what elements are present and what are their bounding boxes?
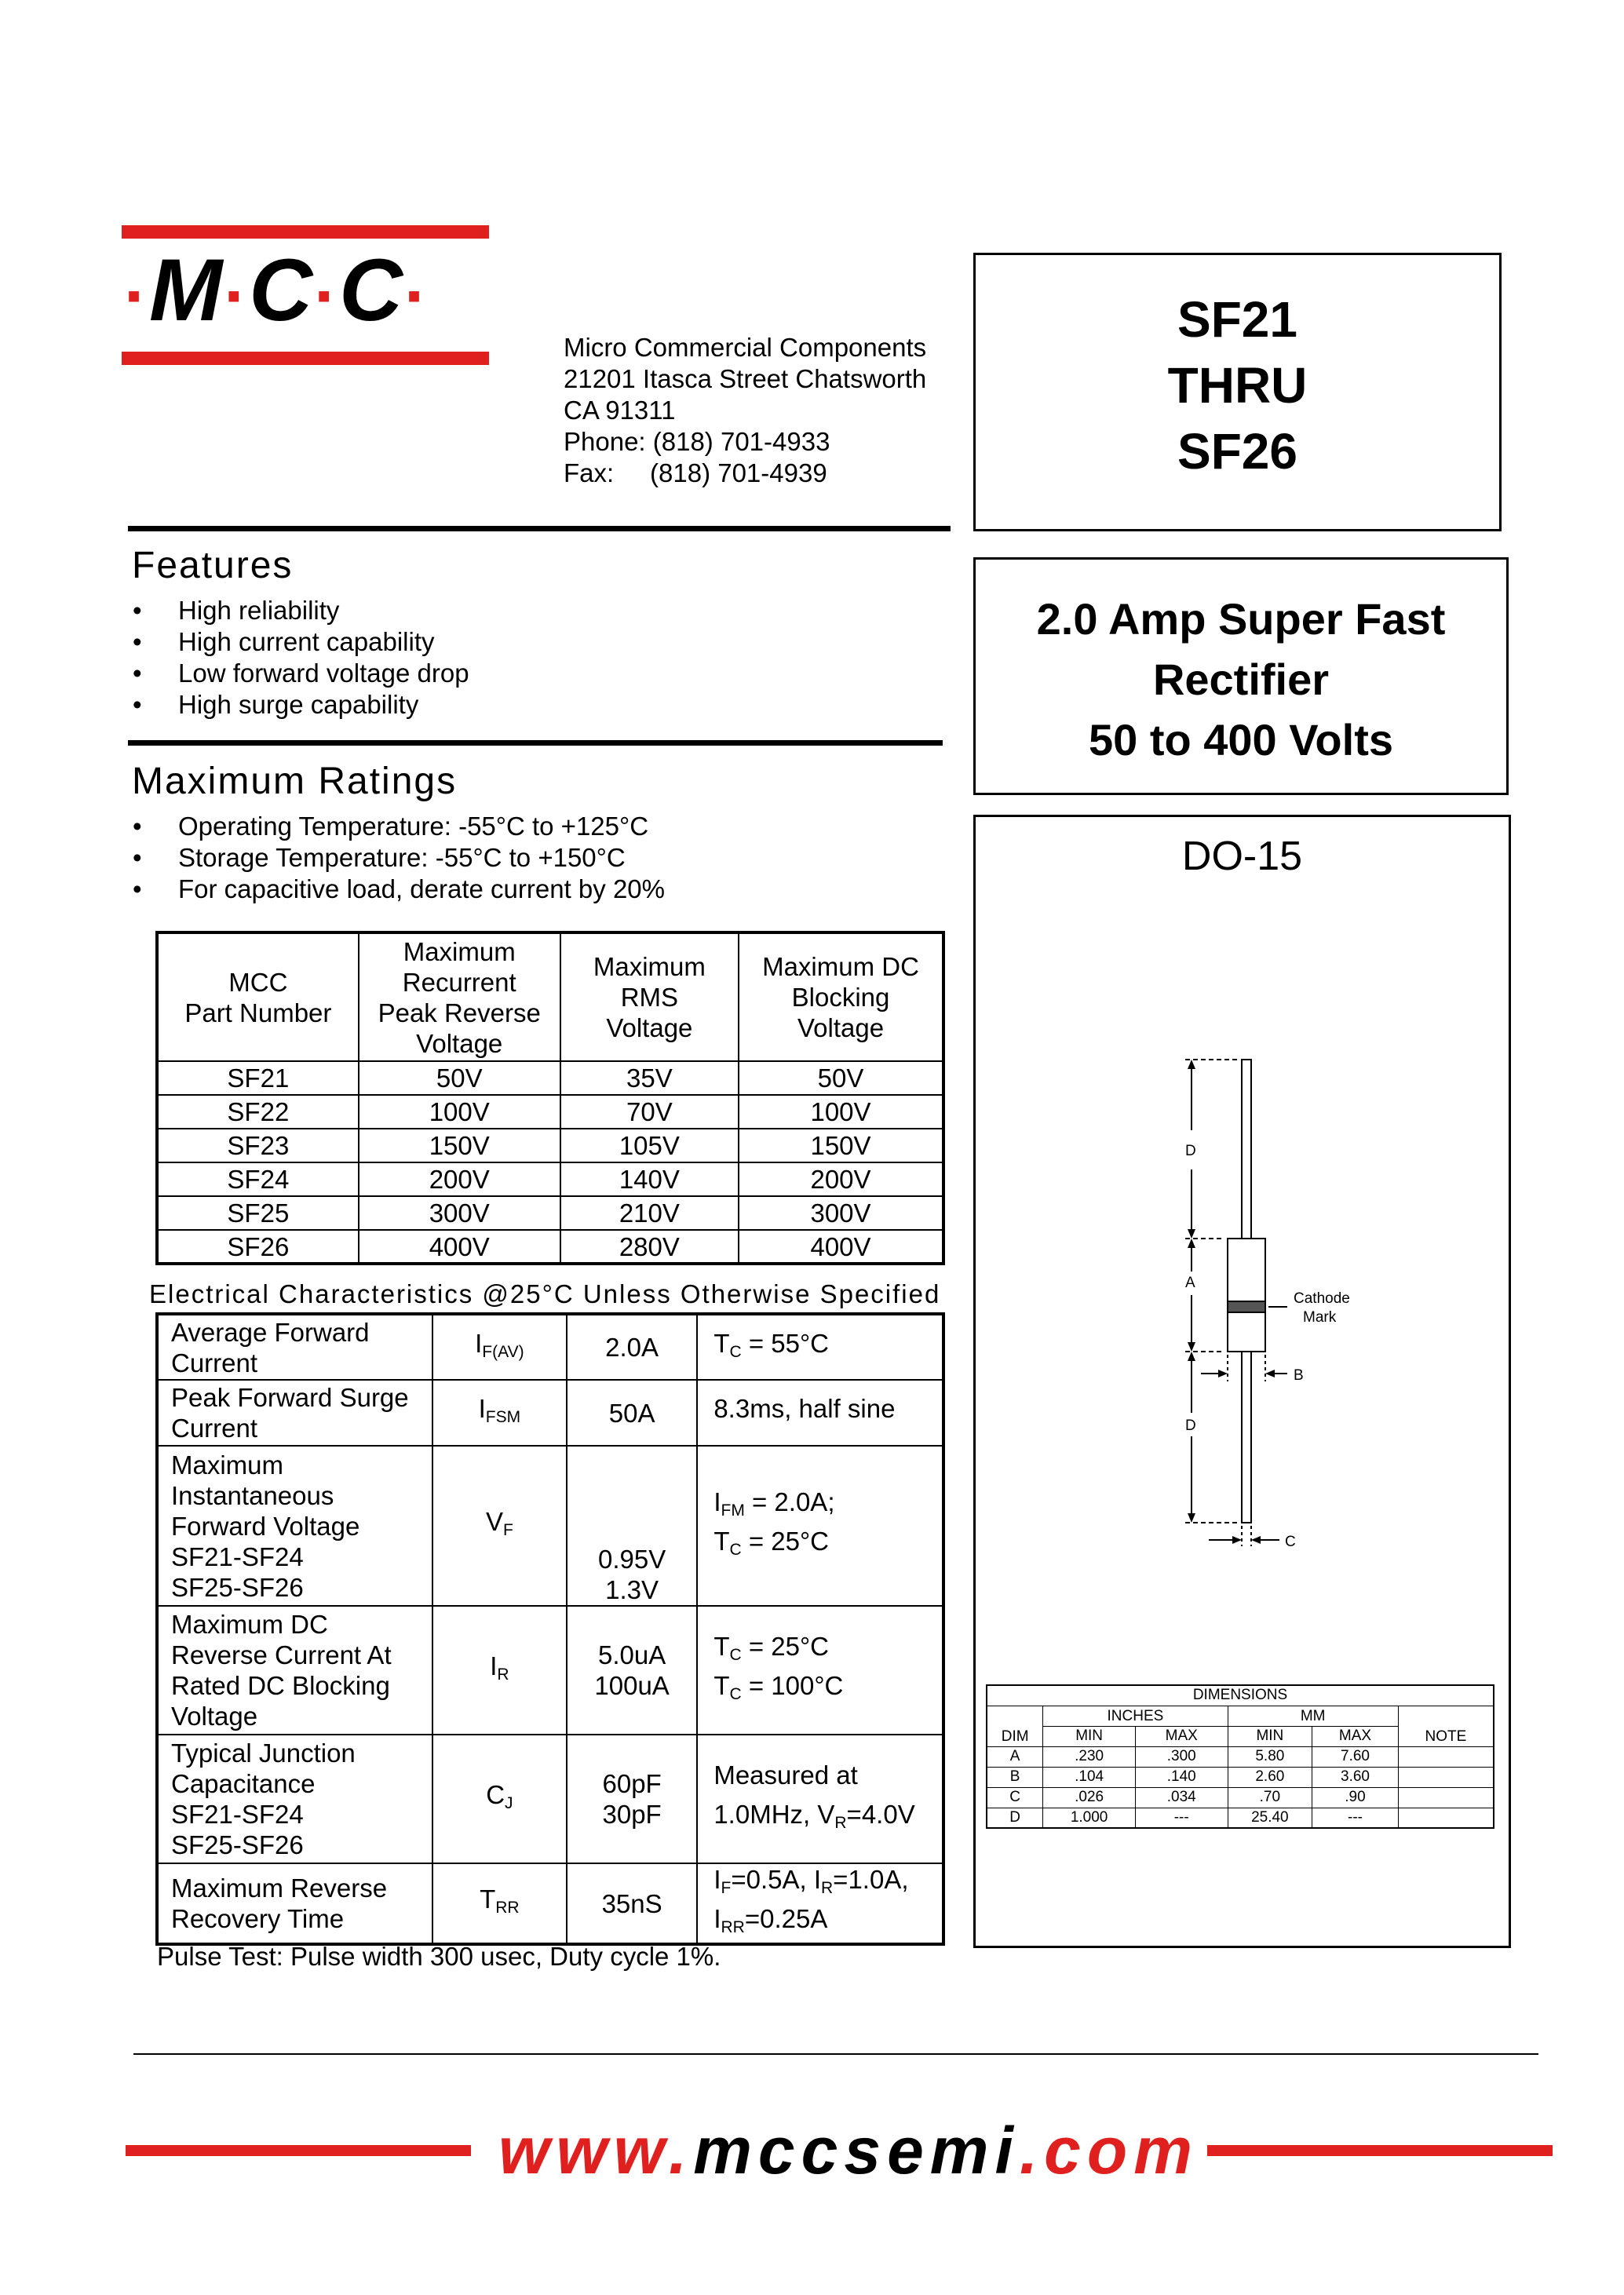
value-cell: 50A [567, 1380, 697, 1446]
table-row: SF24 200V 140V 200V [157, 1162, 943, 1196]
dim-label-d-top: D [1185, 1143, 1196, 1159]
max-ratings-heading: Maximum Ratings [132, 761, 458, 802]
condition-cell: $I_{FM} = 2.0A$; $T_C = 25^\circ C$ [697, 1446, 943, 1606]
address-line: Micro Commercial Components [564, 333, 927, 362]
company-address [564, 332, 926, 489]
description-line: Rectifier [1152, 655, 1330, 704]
footer-rule [133, 2053, 1538, 2055]
table-row [157, 1863, 943, 1944]
address-line: Phone: (818) 701-4933 [564, 427, 830, 456]
symbol-cell: $I_R$ [432, 1606, 567, 1735]
condition-cell: 8.3ms, half sine [697, 1380, 943, 1446]
logo-bottom-bar [122, 352, 489, 365]
table-header-cell: Maximum RMS Voltage [560, 932, 739, 1061]
mcc-logo: ·M·C·C· [124, 241, 430, 339]
electrical-heading: Electrical Characteristics @25°C Unless Otherwise Specified [149, 1279, 941, 1308]
list-item: • Storage Temperature: -55°C to +150°C [128, 842, 665, 874]
table-header-cell: Maximum Recurrent Peak Reverse Voltage [359, 932, 560, 1061]
electrical-table [155, 1312, 945, 1946]
cathode-label: Cathode [1294, 1290, 1350, 1307]
description-line: 2.0 Amp Super Fast [1036, 594, 1446, 644]
dim-label-d-bottom: D [1185, 1418, 1196, 1434]
dim-label-c: C [1285, 1534, 1296, 1550]
ratings-table [155, 931, 945, 1265]
website-link[interactable]: www.mccsemi.com [498, 2114, 1199, 2187]
pulse-test-note: Pulse Test: Pulse width 300 usec, Duty cycle 1%. [157, 1942, 721, 1971]
address-line: Fax: (818) 701-4939 [564, 458, 827, 487]
list-item: • For capacitive load, derate current by 20% [128, 874, 665, 905]
table-row: A .230 .300 5.80 7.60 [987, 1746, 1494, 1767]
table-row [157, 1606, 943, 1735]
dim-label-a: A [1185, 1275, 1195, 1291]
upper-lead [1242, 1060, 1251, 1239]
table-row [157, 1314, 943, 1380]
section-rule [128, 740, 943, 746]
parameter-cell: Average Forward Current [157, 1314, 432, 1380]
part-title-line: SF21 [1177, 291, 1297, 348]
parameter-cell: Typical Junction Capacitance SF21-SF24 SF25-SF26 [157, 1735, 432, 1863]
symbol-cell: $I_{F(AV)}$ [432, 1314, 567, 1380]
section-rule [128, 526, 951, 531]
value-cell: 5.0uA 100uA [567, 1606, 697, 1735]
value-cell: 35nS [567, 1863, 697, 1944]
list-item: • High reliability [128, 595, 469, 626]
description-line: 50 to 400 Volts [1088, 715, 1393, 764]
parameter-cell: Maximum DC Reverse Current At Rated DC Blocking Voltage [157, 1606, 432, 1735]
dim-label-b: B [1294, 1367, 1304, 1384]
part-title-line: THRU [1167, 357, 1308, 414]
logo-top-bar [122, 225, 489, 239]
footer-right-bar [1207, 2145, 1553, 2156]
cathode-label: Mark [1303, 1309, 1337, 1326]
table-row: C .026 .034 .70 .90 [987, 1787, 1494, 1808]
part-title-box [973, 253, 1502, 531]
dimensions-table: DIMENSIONS DIM INCHES MM NOTE MIN MAX MIN MAX A .230 .300 5.80 7.60 B .104 .140 2.60 3.60 C .026 .034 .70 .90 D 1.000 --- 25.40 --- [986, 1684, 1494, 1829]
table-header-cell: Maximum DC Blocking Voltage [739, 932, 943, 1061]
footer-left-bar [126, 2145, 471, 2156]
table-row [157, 1380, 943, 1446]
symbol-cell: $I_{FSM}$ [432, 1380, 567, 1446]
table-row: SF25 300V 210V 300V [157, 1196, 943, 1230]
cathode-band [1228, 1301, 1265, 1312]
value-cell: 60pF 30pF [567, 1735, 697, 1863]
list-item: • Low forward voltage drop [128, 658, 469, 689]
list-item: • High current capability [128, 626, 469, 658]
symbol-cell: $T_{RR}$ [432, 1863, 567, 1944]
table-row: SF21 50V 35V 50V [157, 1061, 943, 1095]
table-row: D 1.000 --- 25.40 --- [987, 1808, 1494, 1828]
table-row [157, 1735, 943, 1863]
table-row: SF22 100V 70V 100V [157, 1095, 943, 1129]
table-row: SF26 400V 280V 400V [157, 1230, 943, 1264]
table-row: B .104 .140 2.60 3.60 [987, 1767, 1494, 1787]
table-row: SF23 150V 105V 150V [157, 1129, 943, 1162]
dimensions-title: DIMENSIONS [987, 1685, 1494, 1706]
symbol-cell: $C_J$ [432, 1735, 567, 1863]
parameter-cell: Maximum Reverse Recovery Time [157, 1863, 432, 1944]
diode-body [1228, 1239, 1265, 1352]
description-box [973, 557, 1509, 795]
package-name: DO-15 [1181, 834, 1303, 879]
condition-cell: $T_C = 25^\circ C$ $T_C = 100^\circ C$ [697, 1606, 943, 1735]
table-header-cell: MCC Part Number [157, 932, 359, 1061]
list-item: • High surge capability [128, 689, 469, 721]
lower-lead [1242, 1352, 1251, 1523]
condition-cell: Measured at 1.0MHz, $V_R=4.0V$ [697, 1735, 943, 1863]
list-item: • Operating Temperature: -55°C to +125°C [128, 811, 665, 842]
parameter-cell: Peak Forward Surge Current [157, 1380, 432, 1446]
max-ratings-list [128, 811, 665, 905]
features-list [128, 595, 469, 721]
condition-cell: $T_C = 55^\circ C$ [697, 1314, 943, 1380]
features-heading: Features [132, 545, 294, 586]
symbol-cell: $V_F$ [432, 1446, 567, 1606]
do15-outline-drawing [1162, 1052, 1397, 1570]
address-line: CA 91311 [564, 396, 676, 425]
part-title-line: SF26 [1177, 423, 1297, 480]
condition-cell: $I_F=0.5A$, $I_R=1.0A$, $I_{RR}=0.25A$ [697, 1863, 943, 1944]
value-cell: 0.95V 1.3V [567, 1446, 697, 1606]
table-row [157, 1446, 943, 1606]
value-cell: 2.0A [567, 1314, 697, 1380]
table-header-row [157, 932, 943, 1061]
address-line: 21201 Itasca Street Chatsworth [564, 364, 927, 393]
parameter-cell: Maximum Instantaneous Forward Voltage SF21-SF24 SF25-SF26 [157, 1446, 432, 1606]
